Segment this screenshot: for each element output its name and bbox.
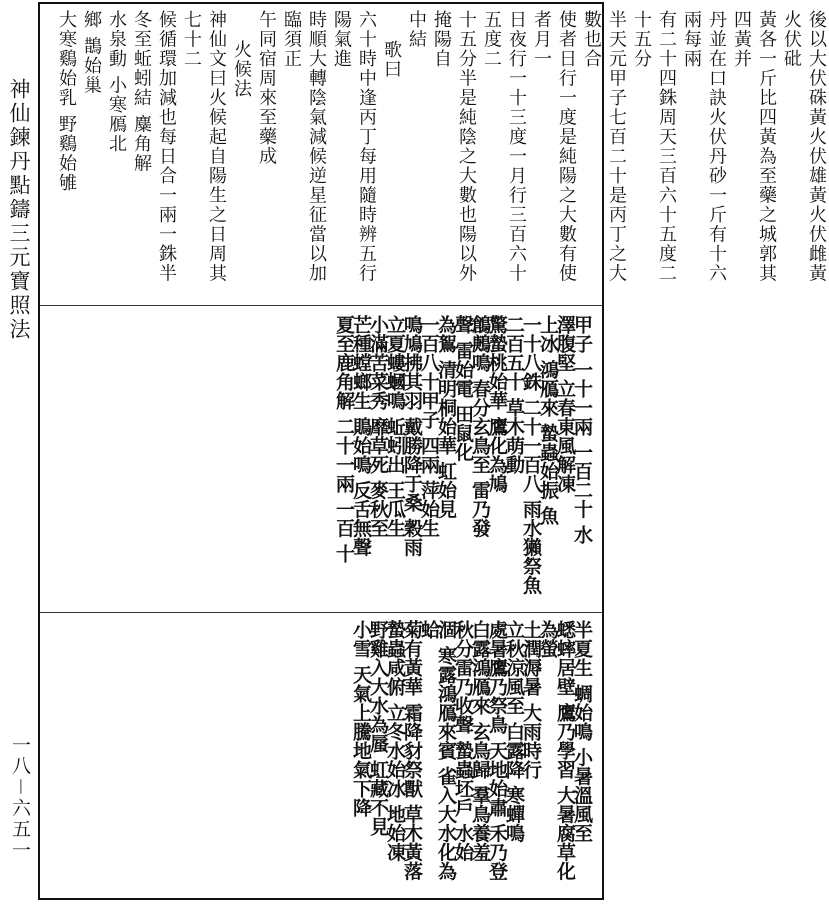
text-column: 中結 xyxy=(406,10,427,49)
text-column: 白露鴻鴈來 玄鳥歸 羣鳥養羞 xyxy=(469,620,491,862)
text-column: 半夏生 蜩始鳴 小暑溫風至 xyxy=(571,620,593,843)
middle-text-block xyxy=(333,315,593,605)
text-column: 鶬鶊鳴 春分玄鳥至 雷乃發 xyxy=(469,315,491,538)
solar-term-entry: 小寒鴈北 xyxy=(106,75,127,154)
solar-term-entry: 麋角解 xyxy=(131,114,152,174)
solar-term-entry: 冬至蚯蚓結 xyxy=(131,10,152,108)
text-column: 一十八銖 二十一百八 雨水獺祭魚 xyxy=(520,315,542,595)
text-column: 立夏螻蟈鳴 蚯蚓出 王瓜生 xyxy=(384,315,406,538)
text-column: 上冰 鴻鴈來 蟄蟲始振 魚 xyxy=(537,315,559,525)
top-text-block xyxy=(54,10,829,298)
text-column: 一百八十甲子 四兩 萍始生 xyxy=(418,315,440,538)
heading-song: 歌曰 xyxy=(381,40,402,79)
margin-page-number: 一八－六五一 xyxy=(9,735,31,862)
solar-term-entry: 野鷄始雊 xyxy=(56,114,77,193)
text-column: 十五分半是純陰之大數也陽以外掩陽自 xyxy=(431,10,477,283)
text-column: 有二十四銖周天三百六十五度二十五分 xyxy=(631,10,677,283)
text-column: 土潤溽暑 大雨時行 xyxy=(520,620,542,779)
text-column: 黃各一斤比四黃為至藥之城郭其四黃并 xyxy=(731,10,777,283)
text-column: 時順大轉陰氣減候逆星征當以加臨須正 xyxy=(281,10,327,283)
text-column: 日夜行一十三度一月行三百六十五度二 xyxy=(481,10,527,283)
text-column: 秋分雷乃收聲 蟄蟲坯戶 水始 xyxy=(452,620,474,862)
text-column: 立秋涼風至 白露降 寒蟬鳴 xyxy=(503,620,525,843)
text-column: 半天元甲子七百二十是丙丁之大數也合 xyxy=(581,10,627,283)
text-column: 六十時中逢丙丁每用隨時辨五行陽氣進 xyxy=(331,10,377,283)
text-column: 夏至鹿角解 二十一兩 一百 十 xyxy=(333,315,355,563)
text-column: 為鴽 清明桐始華 虹始見 xyxy=(435,315,457,519)
text-column: 鳴鳩拂其羽 戴勝降于桑 穀雨 xyxy=(401,315,423,557)
solar-term-entry: 鵲始巢 xyxy=(81,36,102,96)
solar-term-entry: 鄉 xyxy=(81,10,102,30)
text-column: 野雞入大水為蜃 虹藏不見 xyxy=(367,620,389,836)
text-column: 候循環加減也每日合一兩一銖半 xyxy=(156,10,177,283)
section-divider-top xyxy=(40,305,602,306)
text-column: 神仙文曰火候起自陽生之日周其七十二 xyxy=(181,10,227,283)
text-column: 澤腹堅 立春東風解凍 xyxy=(554,315,576,493)
text-column: 聲 雷始電 田鼠化 xyxy=(452,315,474,462)
text-column: 涸 寒露鴻鴈來賓 雀入大水化為蛤 xyxy=(418,620,457,881)
solar-term-entry: 大寒鷄始乳 xyxy=(56,10,77,108)
text-column: 芒種螳螂生 鵙始鳴 反舌無聲 xyxy=(350,315,372,557)
text-column: 小滿苦菜秀 靡草死 麥秋至 xyxy=(367,315,389,538)
text-column: 驚蟄桃始華 鷹化為鳩 xyxy=(486,315,508,493)
solar-term-entry: 水泉動 xyxy=(106,10,127,69)
text-column: 午同宿周來至藥成 xyxy=(256,10,277,166)
text-column: 小雪 天氣上騰地氣下降 xyxy=(350,620,372,817)
text-column: 使者日行一度是純陽之大數有使者月一 xyxy=(531,10,577,283)
section-divider-bottom xyxy=(40,612,602,613)
heading-fire-method: 火候法 xyxy=(231,40,252,99)
bottom-text-block xyxy=(350,620,593,892)
text-column: 後以大伏硃黃火伏雄黃火伏雌黃火伏砒 xyxy=(781,10,827,283)
bottom-section xyxy=(54,620,593,892)
text-column: 處暑鷹乃祭鳥 天地始肅 禾乃登 xyxy=(486,620,508,881)
text-column: 蟄蟲咸俯 立冬水始冰 地始凍 xyxy=(384,620,406,862)
margin-book-title: 神仙鍊丹點鑄三元寶照法 xyxy=(7,78,31,342)
text-column: 二百五十 草木萌動 xyxy=(503,315,525,474)
text-column: 蟋蟀居壁 鷹乃學習 大暑腐草化為螢 xyxy=(537,620,576,881)
middle-section xyxy=(54,315,593,605)
text-column: 甲子 一十一兩 一百二十 水 xyxy=(571,315,593,544)
top-section xyxy=(54,10,827,298)
text-column: 丹並在口訣火伏丹砂一斤有十六兩每兩 xyxy=(681,10,727,283)
text-column: 菊有黃華 霜降豺祭獸 草木黃落 xyxy=(401,620,423,881)
